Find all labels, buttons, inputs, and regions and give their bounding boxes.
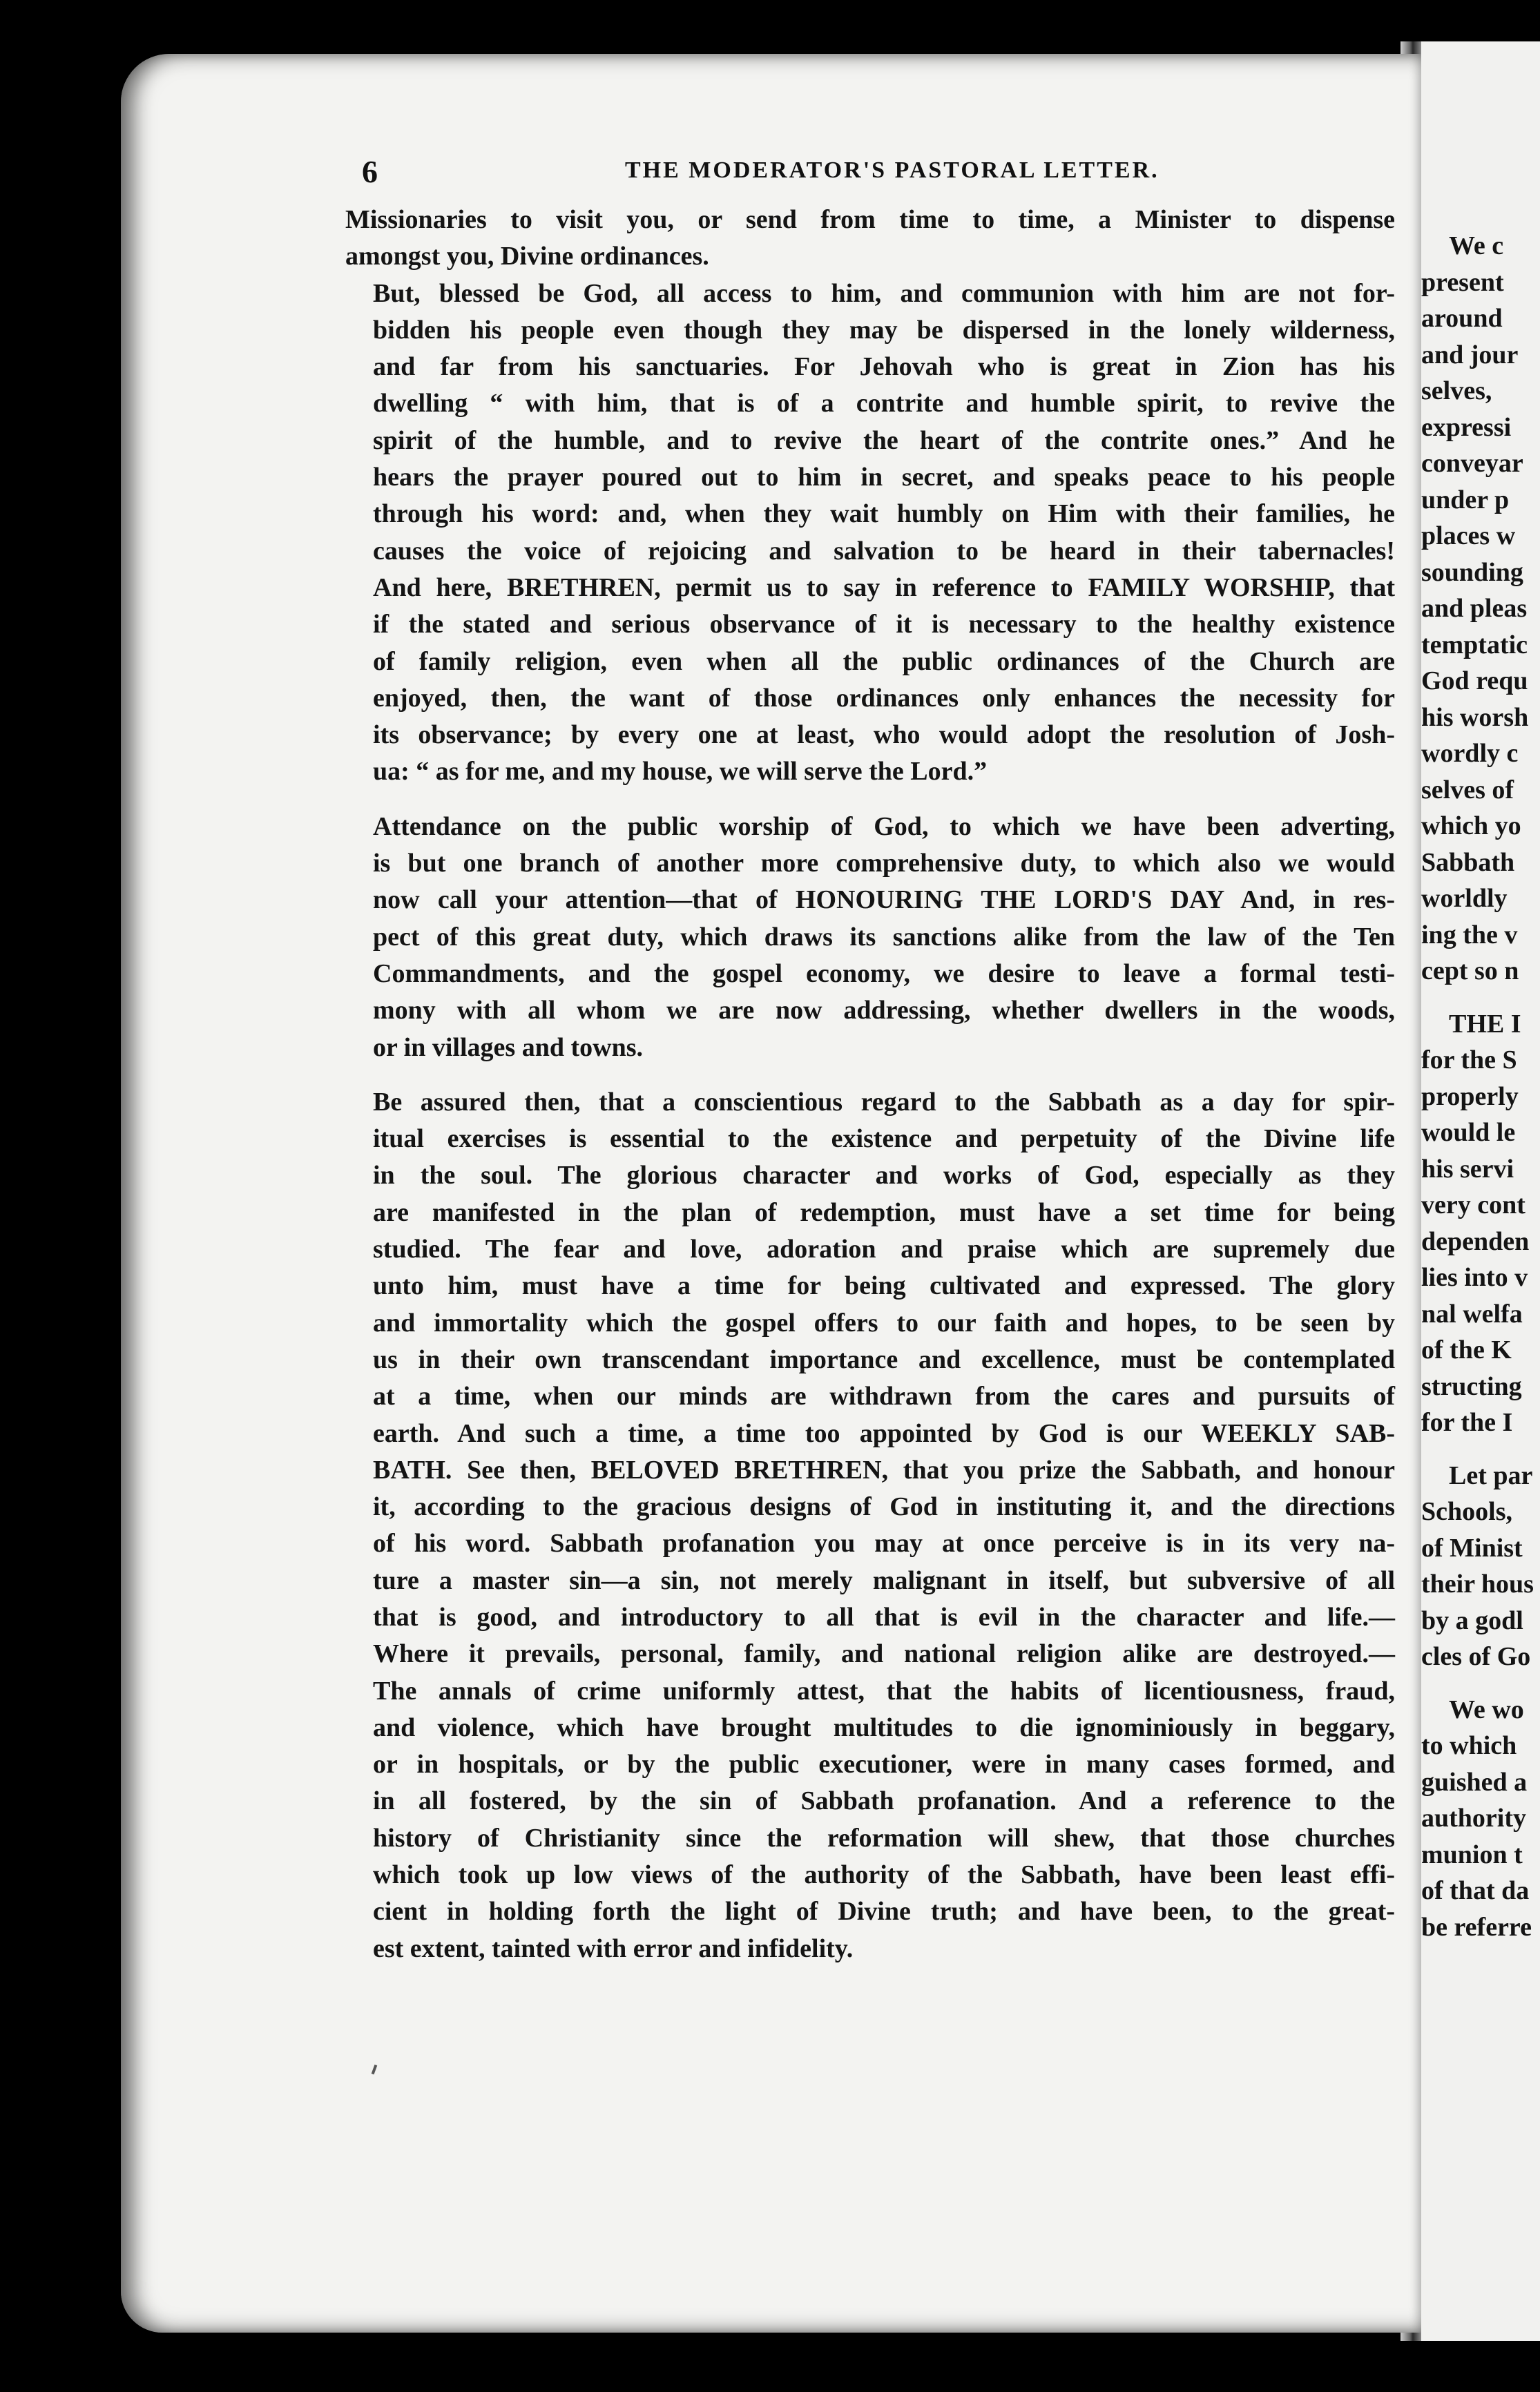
text-line: amongst you, Divine ordinances. bbox=[345, 242, 709, 271]
text-line: itual exercises is essential to the existence and perpetuity of the Divine life bbox=[373, 1124, 1395, 1154]
right-fragment-line: authority bbox=[1421, 1804, 1526, 1833]
right-fragment-line: around bbox=[1421, 304, 1503, 333]
text-line: in all fostered, by the sin of Sabbath profanation. And a reference to the bbox=[373, 1786, 1395, 1816]
text-line: Attendance on the public worship of God, to which we have been adverting, bbox=[373, 811, 1395, 841]
right-fragment-line: very cont bbox=[1421, 1190, 1525, 1219]
right-fragment-line: and jour bbox=[1421, 340, 1519, 369]
text-line: its observance; by every one at least, who would adopt the resolution of Josh- bbox=[373, 720, 1395, 750]
right-fragment-line: selves, bbox=[1421, 376, 1492, 405]
right-fragment-line: THE I bbox=[1449, 1009, 1521, 1039]
right-fragment-line: present bbox=[1421, 267, 1504, 297]
right-fragment-line: dependen bbox=[1421, 1226, 1530, 1256]
right-fragment-line: of the K bbox=[1421, 1335, 1512, 1364]
paragraph bbox=[345, 809, 1395, 1066]
text-line: And here, BRETHREN, permit us to say in reference to FAMILY WORSHIP, that bbox=[373, 572, 1395, 602]
text-line: is but one branch of another more comprehensive duty, to which also we would bbox=[373, 849, 1395, 878]
text-line: which took up low views of the authority of the Sabbath, have been least effi- bbox=[373, 1860, 1395, 1890]
right-fragment-line: properly bbox=[1421, 1081, 1519, 1111]
text-line: spirit of the humble, and to revive the heart of the contrite ones.” And he bbox=[373, 425, 1395, 455]
right-fragment-line: expressi bbox=[1421, 412, 1512, 442]
right-fragment-line: We wo bbox=[1449, 1695, 1524, 1724]
text-line: unto him, must have a time for being cultivated and expressed. The glory bbox=[373, 1271, 1395, 1301]
right-fragment-line: sounding bbox=[1421, 557, 1523, 587]
text-line: enjoyed, then, the want of those ordinances only enhances the necessity for bbox=[373, 683, 1395, 713]
text-line: at a time, when our minds are withdrawn from the cares and pursuits of bbox=[373, 1382, 1395, 1411]
text-line: or in hospitals, or by the public executioner, were in many cases formed, and bbox=[373, 1750, 1395, 1779]
text-line: history of Christianity since the reformation will shew, that those churches bbox=[373, 1823, 1395, 1853]
right-fragment-line: be referre bbox=[1421, 1912, 1532, 1942]
text-line: ua: “ as for me, and my house, we will serve the Lord.” bbox=[373, 757, 988, 787]
text-line: of his word. Sabbath profanation you may at once perceive is in its very na- bbox=[373, 1529, 1395, 1559]
right-fragment-line: his servi bbox=[1421, 1154, 1514, 1184]
text-line: ture a master sin—a sin, not merely malignant in itself, but subversive of all bbox=[373, 1565, 1395, 1595]
right-fragment-line: selves of bbox=[1421, 775, 1514, 804]
text-line: hears the prayer poured out to him in secret, and speaks peace to his people bbox=[373, 463, 1395, 492]
right-column-fragments bbox=[1421, 228, 1540, 1945]
text-line: or in villages and towns. bbox=[373, 1032, 643, 1062]
text-line: are manifested in the plan of redemption, must have a set time for being bbox=[373, 1197, 1395, 1227]
right-fragment-line: lies into v bbox=[1421, 1263, 1528, 1292]
right-fragment-line: nal welfa bbox=[1421, 1299, 1523, 1329]
right-fragment-line: munion t bbox=[1421, 1840, 1523, 1869]
right-fragment-line: wordly c bbox=[1421, 739, 1519, 768]
text-line: Where it prevails, personal, family, and national religion alike are destroyed.— bbox=[373, 1639, 1395, 1669]
text-line: Missionaries to visit you, or send from time to time, a Minister to dispense bbox=[345, 205, 1395, 234]
right-fragment-line: ing the v bbox=[1421, 920, 1518, 949]
right-fragment-line: his worsh bbox=[1421, 702, 1529, 732]
text-line: But, blessed be God, all access to him, and communion with him are not for- bbox=[373, 278, 1395, 308]
paragraph bbox=[345, 1084, 1395, 1967]
text-line: and immortality which the gospel offers to our faith and hopes, to be seen by bbox=[373, 1308, 1395, 1338]
right-fragment-line: structing bbox=[1421, 1371, 1522, 1401]
text-line: BATH. See then, BELOVED BRETHREN, that you prize the Sabbath, and honour bbox=[373, 1455, 1395, 1485]
right-fragment-line: of that da bbox=[1421, 1876, 1530, 1905]
text-line: bidden his people even though they may be dispersed in the lonely wilderness, bbox=[373, 315, 1395, 345]
text-line: now call your attention—that of HONOURING THE LORD'S DAY And, in res- bbox=[373, 885, 1395, 915]
right-fragment-line: and pleas bbox=[1421, 594, 1528, 623]
text-line: causes the voice of rejoicing and salvation to be heard in their tabernacles! bbox=[373, 536, 1395, 566]
right-fragment-line: for the S bbox=[1421, 1045, 1517, 1074]
text-line: Be assured then, that a conscientious regard to the Sabbath as a day for spir- bbox=[373, 1087, 1395, 1117]
text-line: dwelling “ with him, that is of a contrite and humble spirit, to revive the bbox=[373, 389, 1395, 418]
right-fragment-line: places w bbox=[1421, 521, 1516, 550]
right-fragment-line: for the I bbox=[1421, 1408, 1513, 1437]
text-line: in the soul. The glorious character and works of God, especially as they bbox=[373, 1161, 1395, 1190]
right-fragment-line: which yo bbox=[1421, 811, 1521, 840]
page-number: 6 bbox=[362, 154, 378, 189]
text-line: earth. And such a time, a time too appointed by God is our WEEKLY SAB- bbox=[373, 1418, 1395, 1448]
right-fragment-line: under p bbox=[1421, 485, 1510, 514]
text-line: est extent, tainted with error and infidelity. bbox=[373, 1933, 854, 1963]
text-line: us in their own transcendant importance and excellence, must be contemplated bbox=[373, 1344, 1395, 1374]
text-line: and violence, which have brought multitudes to die ignominiously in beggary, bbox=[373, 1713, 1395, 1742]
right-fragment-line: of Minist bbox=[1421, 1533, 1523, 1563]
running-head: THE MODERATOR'S PASTORAL LETTER. bbox=[625, 157, 1159, 183]
right-fragment-line: their hous bbox=[1421, 1570, 1534, 1599]
right-fragment-line: guished a bbox=[1421, 1767, 1528, 1797]
text-line: studied. The fear and love, adoration and praise which are supremely due bbox=[373, 1235, 1395, 1264]
right-fragment-line: temptatic bbox=[1421, 630, 1528, 659]
right-fragment-line: by a godl bbox=[1421, 1605, 1523, 1635]
body-text bbox=[345, 202, 1395, 1967]
right-page bbox=[1421, 41, 1540, 2341]
right-fragment-line: Let par bbox=[1449, 1460, 1533, 1490]
paragraph bbox=[345, 202, 1395, 276]
text-line: The annals of crime uniformly attest, that the habits of licentiousness, fraud, bbox=[373, 1676, 1395, 1706]
paragraph bbox=[345, 276, 1395, 791]
right-fragment-line: worldly bbox=[1421, 884, 1508, 913]
text-line: that is good, and introductory to all that is evil in the character and life.— bbox=[373, 1602, 1395, 1632]
right-fragment-line: We c bbox=[1449, 231, 1504, 260]
right-fragment-line: Sabbath bbox=[1421, 847, 1515, 877]
text-line: if the stated and serious observance of it is necessary to the healthy existence bbox=[373, 610, 1395, 639]
text-line: through his word: and, when they wait humbly on Him with their families, he bbox=[373, 499, 1395, 529]
right-fragment-line: conveyar bbox=[1421, 449, 1523, 478]
text-line: it, according to the gracious designs of God in instituting it, and the directions bbox=[373, 1492, 1395, 1522]
right-fragment-line: cept so n bbox=[1421, 956, 1519, 985]
right-fragment-line: Schools, bbox=[1421, 1497, 1512, 1526]
text-line: cient in holding forth the light of Divine truth; and have been, to the great- bbox=[373, 1897, 1395, 1927]
right-fragment-line: to which bbox=[1421, 1731, 1517, 1760]
text-line: mony with all whom we are now addressing, whether dwellers in the woods, bbox=[373, 996, 1395, 1025]
text-line: pect of this great duty, which draws its sanctions alike from the law of the Ten bbox=[373, 922, 1395, 952]
text-line: Commandments, and the gospel economy, we desire to leave a formal testi- bbox=[373, 958, 1395, 988]
text-line: of family religion, even when all the public ordinances of the Church are bbox=[373, 646, 1395, 676]
right-fragment-line: God requ bbox=[1421, 666, 1528, 695]
right-fragment-line: cles of Go bbox=[1421, 1642, 1531, 1671]
text-line: and far from his sanctuaries. For Jehovah who is great in Zion has his bbox=[373, 352, 1395, 382]
right-fragment-line: would le bbox=[1421, 1118, 1516, 1147]
